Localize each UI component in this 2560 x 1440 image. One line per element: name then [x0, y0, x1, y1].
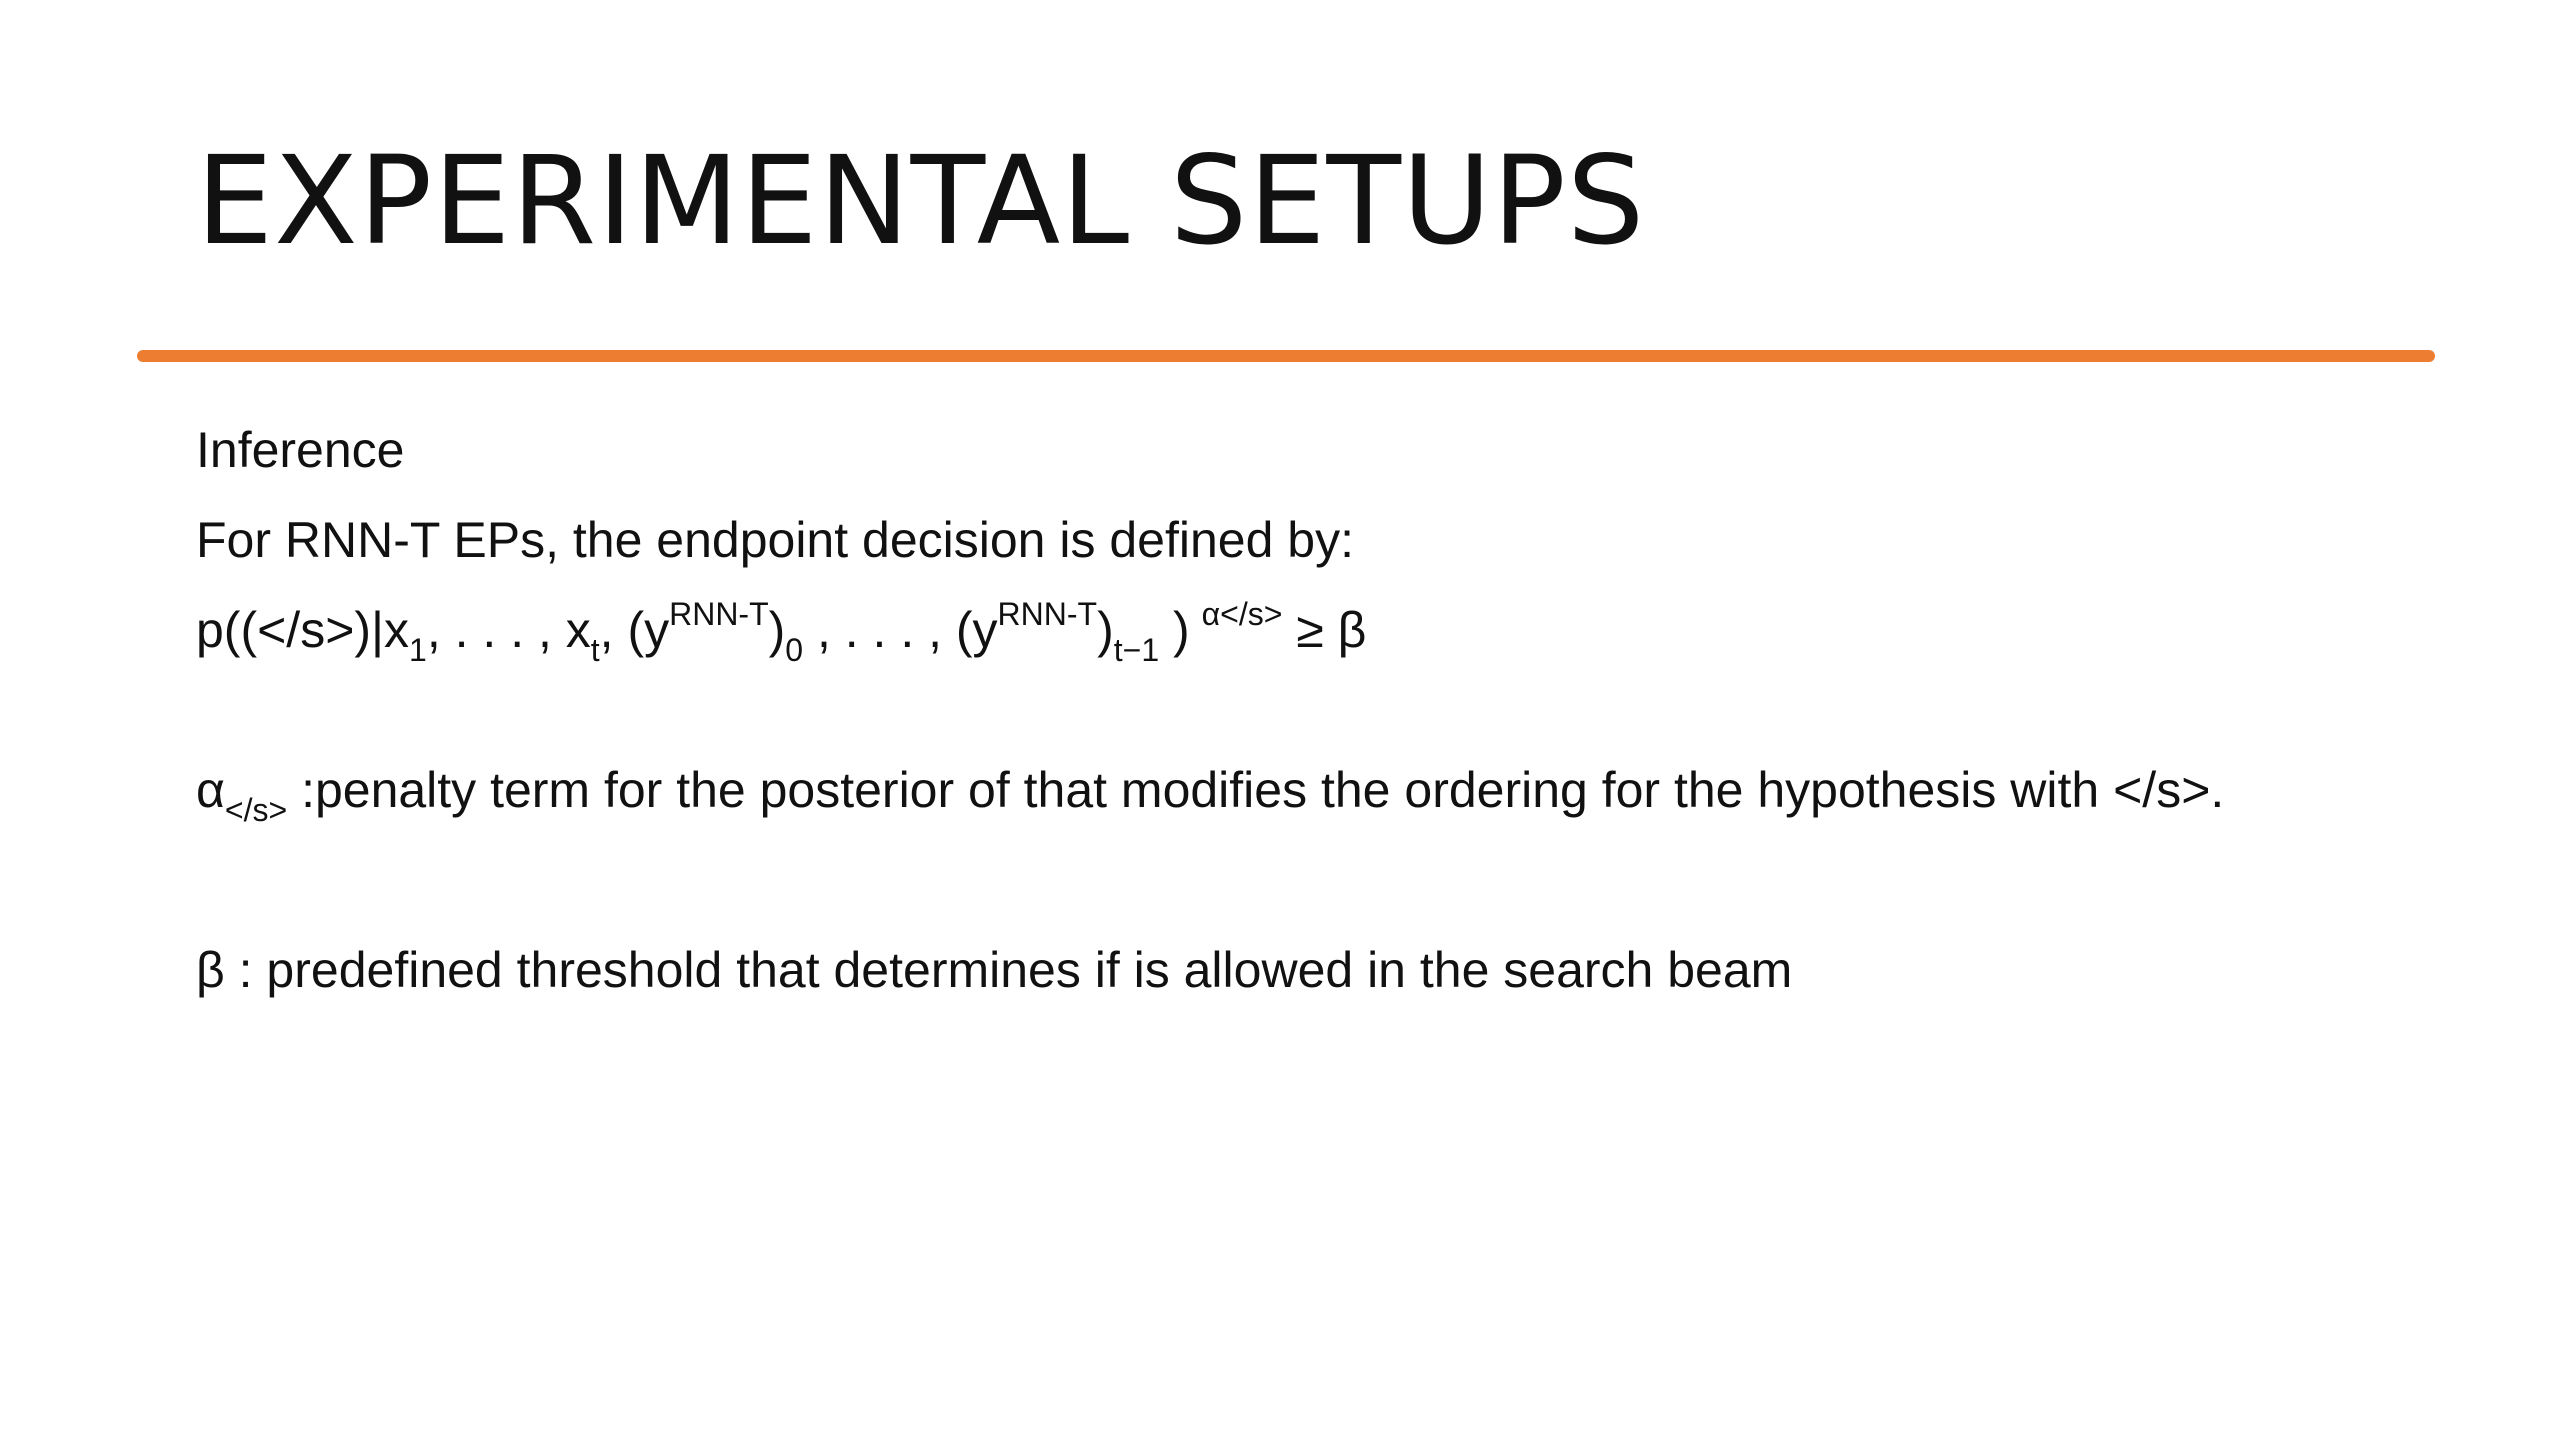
alpha-symbol: α — [196, 762, 225, 818]
formula-part: p((</s>)|x — [196, 602, 410, 658]
slide-title: EXPERIMENTAL SETUPS — [196, 130, 1646, 272]
alpha-subscript: </s> — [224, 792, 288, 828]
title-divider — [137, 350, 2435, 362]
formula-part: , (y — [599, 602, 670, 658]
formula-part: ) — [768, 602, 786, 658]
formula-part: ) — [1159, 602, 1190, 658]
alpha-definition — [196, 760, 2225, 828]
formula-superscript: RNN-T — [997, 596, 1098, 632]
formula-superscript: RNN-T — [669, 596, 769, 632]
formula-subscript: 0 — [785, 632, 804, 668]
formula-subscript: t — [590, 632, 600, 668]
formula-part: , . . . , (y — [803, 602, 998, 658]
intro-text: For RNN-T EPs, the endpoint decision is defined by: — [196, 512, 1354, 568]
formula-exponent: α</s> — [1201, 596, 1283, 632]
formula-subscript: t−1 — [1113, 632, 1160, 668]
endpoint-formula — [196, 596, 1367, 668]
beta-definition: β : predefined threshold that determines if is allowed in the search beam — [196, 942, 1793, 998]
formula-part: ) — [1097, 602, 1114, 658]
alpha-text: :penalty term for the posterior of that modifies the ordering for the hypothesis with </s>. — [287, 762, 2225, 818]
section-heading: Inference — [196, 422, 405, 478]
formula-part: , . . . , x — [426, 602, 591, 658]
formula-part: ≥ β — [1282, 602, 1367, 658]
formula-subscript: 1 — [409, 632, 427, 668]
